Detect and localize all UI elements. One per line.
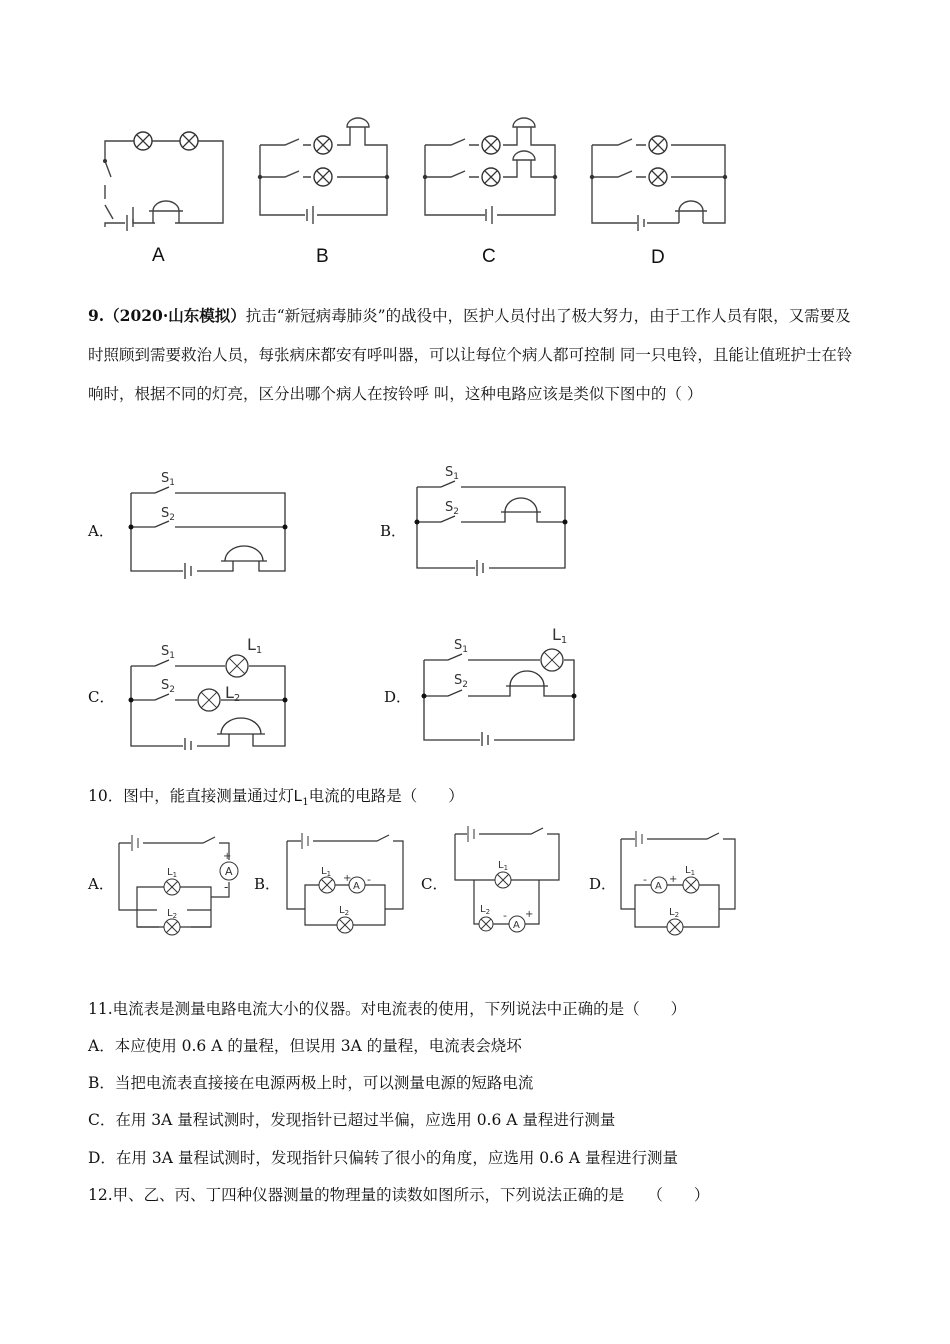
q10-lamp: L xyxy=(293,788,303,805)
plus-sign: + xyxy=(223,851,232,862)
q11-stem: 11.电流表是测量电路电流大小的仪器。对电流表的使用，下列说法中正确的是（ ） xyxy=(88,1000,687,1018)
q9-option-b-label[interactable]: B． xyxy=(380,522,407,540)
q9d-s1-label: S xyxy=(454,638,463,653)
q8-circuit-figures xyxy=(85,115,745,275)
q9b-s2-label: S xyxy=(445,500,454,515)
svg-text:L1: L1 xyxy=(247,635,263,656)
q9c-l2-label: L xyxy=(225,683,234,702)
svg-text:L1: $L_1$ xyxy=(167,867,178,879)
q12-stem: 12.甲、乙、丙、丁四种仪器测量的物理量的读数如图所示，下列说法正确的是 （ ） xyxy=(88,1186,710,1204)
q11-option-a[interactable]: A．本应使用 0.6 A 的量程，但误用 3A 的量程，电流表会烧坏 xyxy=(88,1037,522,1055)
q10-option-b-label[interactable]: B． xyxy=(254,875,281,893)
minus-sign: - xyxy=(224,880,229,894)
q9-option-c-label[interactable]: C． xyxy=(88,688,115,706)
svg-text:L2: $L_2$ xyxy=(167,908,178,920)
q9-circuit-b xyxy=(413,460,573,578)
q10-circuit-b xyxy=(281,825,411,937)
svg-text:L1: $L_1$ xyxy=(498,860,509,872)
svg-text:+: + xyxy=(669,874,678,885)
q10-suffix: 电流的电路是（ ） xyxy=(308,787,464,805)
ammeter-c-symbol: A xyxy=(513,920,520,931)
svg-text:L1: L1 xyxy=(552,625,568,646)
q9a-s1-label: S xyxy=(161,471,170,486)
q9-option-a-label[interactable]: A． xyxy=(88,522,114,540)
svg-text:-: - xyxy=(503,909,507,922)
svg-text:L2: $L_2$ xyxy=(339,905,350,917)
svg-text:L2: $L_2$ xyxy=(669,907,680,919)
q8-option-c-label[interactable]: C xyxy=(482,246,496,267)
q9-option-d-label[interactable]: D． xyxy=(384,688,412,706)
q9c-s1-label: S xyxy=(161,644,170,659)
q10-circuit-d xyxy=(615,825,745,937)
q9c-l1-label: L xyxy=(247,635,256,654)
q10-option-a-label[interactable]: A． xyxy=(88,875,114,893)
q9-circuit-c xyxy=(125,628,295,750)
q10-circuit-c xyxy=(449,820,569,940)
svg-text:+: + xyxy=(525,909,534,920)
svg-text:-: - xyxy=(367,873,371,886)
q9c-s2-label: S xyxy=(161,678,170,693)
q9-circuit-a xyxy=(125,465,295,580)
ammeter-d-symbol: A xyxy=(655,881,662,892)
q10-option-d-label[interactable]: D． xyxy=(589,875,617,893)
svg-text:S2: $S_2$ xyxy=(445,500,459,517)
q9d-l1-label: L xyxy=(552,625,561,644)
svg-text:L1: $L_1$ xyxy=(685,865,696,877)
svg-text:-: - xyxy=(643,873,647,886)
q9-text: 抗击“新冠病毒肺炎”的战役中，医护人员付出了极大努力，由于工作人员有限，又需要及时照顾到需要救治人员，每张病床都安有呼叫器，可以让每位个病人都可控制 同一只电铃，且能让值班护士在铃响时，根据不同的灯亮，区分出哪个病人在按铃呼 叫，这种电路应该是类似下图中的（ ） xyxy=(88,307,853,403)
q10-option-c-label[interactable]: C． xyxy=(421,875,448,893)
ammeter-b-symbol: A xyxy=(353,881,360,892)
q9d-s2-label: S xyxy=(454,673,463,688)
q11-option-d[interactable]: D．在用 3A 量程试测时，发现指针只偏转了很小的角度，应选用 0.6 A 量程进行测量 xyxy=(88,1149,678,1167)
ammeter-a-symbol: A xyxy=(225,865,233,878)
svg-text:S1: $S_1$ xyxy=(454,638,468,655)
q11-option-b[interactable]: B．当把电流表直接接在电源两极上时，可以测量电源的短路电流 xyxy=(88,1074,534,1092)
q10-question xyxy=(88,786,464,813)
svg-text:S2: $S_2$ xyxy=(454,673,468,690)
svg-text:L2: $L_2$ xyxy=(480,904,491,916)
svg-text:L1: $L_1$ xyxy=(321,866,332,878)
q10-prefix: 10．图中，能直接测量通过灯 xyxy=(88,787,294,805)
q9a-s2-label: S xyxy=(161,506,170,521)
q10-lamp-sub: 1 xyxy=(302,797,309,809)
q11-option-c[interactable]: C．在用 3A 量程试测时，发现指针已超过半偏，应选用 0.6 A 量程进行测量 xyxy=(88,1111,616,1129)
svg-text:+: + xyxy=(343,873,352,884)
q8-option-a-label[interactable]: A xyxy=(152,245,165,266)
svg-text:L2: L2 xyxy=(225,683,241,704)
svg-text:S2: $S_2$ xyxy=(161,506,175,523)
q10-circuit-a xyxy=(115,827,240,939)
svg-text:S1: $S_1$ xyxy=(445,465,459,482)
q9-question xyxy=(88,296,866,414)
q8-option-b-label[interactable]: B xyxy=(316,246,329,267)
q9-source: 9.（2020·山东模拟） xyxy=(88,306,246,325)
q8-option-d-label[interactable]: D xyxy=(651,247,665,268)
svg-text:S1: $S_1$ xyxy=(161,644,175,661)
q9-circuit-d xyxy=(418,620,580,746)
q9b-s1-label: S xyxy=(445,465,454,480)
svg-text:S1: $S_1$ xyxy=(161,471,175,488)
svg-text:S2: $S_2$ xyxy=(161,678,175,695)
